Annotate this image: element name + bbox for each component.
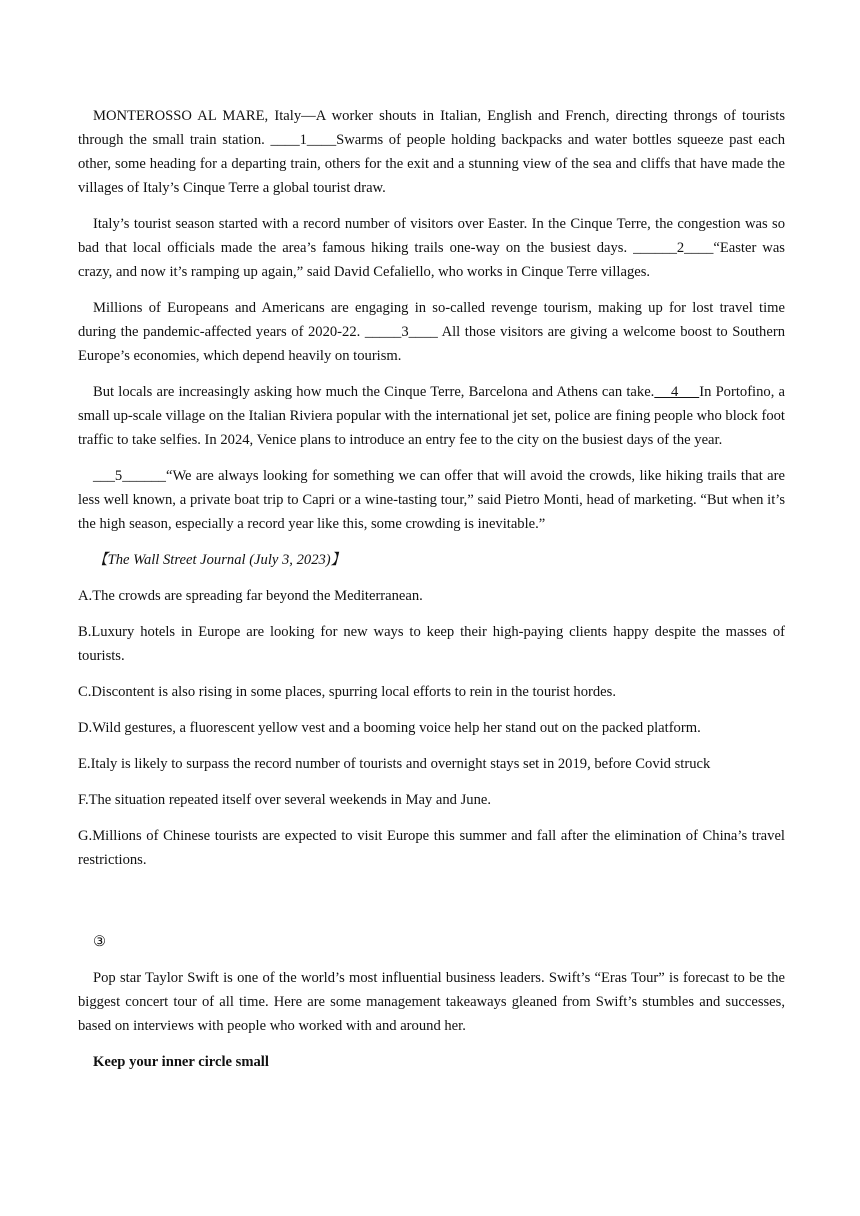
passage-paragraph-4 [78, 380, 785, 452]
option-g: G.Millions of Chinese tourists are expected to visit Europe this summer and fall after the elimination of China’s travel restrictions. [78, 828, 785, 868]
option-b: B.Luxury hotels in Europe are looking for new ways to keep their high-paying clients happy despite the masses of tourists. [78, 624, 785, 664]
option-f: F.The situation repeated itself over several weekends in May and June. [78, 792, 491, 808]
option-d: D.Wild gestures, a fluorescent yellow vest and a booming voice help her stand out on the packed platform. [78, 720, 701, 736]
section-3-heading: Keep your inner circle small [93, 1054, 269, 1070]
blank-4: 4 [654, 384, 700, 400]
passage-paragraph-5: ___5______“We are always looking for something we can offer that will avoid the crowds, like hiking trails that are less well known, a private boat trip to Capri or a wine-tasting tour,” said Pietro Monti, head of marketing. “But when it’s the high season, especially a record year like this, some crowding is inevitable.” [78, 468, 785, 532]
document-page [78, 104, 785, 1074]
section-3-intro: Pop star Taylor Swift is one of the world’s most influential business leaders. Swift’s “Eras Tour” is forecast to be the biggest concert tour of all time. Here are some management takeaways gleaned from Swift’s stumbles and successes, based on interviews with people who worked with and around her. [78, 970, 785, 1034]
source-citation: 【The Wall Street Journal (July 3, 2023)】 [93, 552, 346, 568]
option-a: A.The crowds are spreading far beyond the Mediterranean. [78, 588, 423, 604]
option-c: C.Discontent is also rising in some places, spurring local efforts to rein in the tourist hordes. [78, 684, 616, 700]
passage-paragraph-1: MONTEROSSO AL MARE, Italy—A worker shouts in Italian, English and French, directing throngs of tourists through the small train station. ____1____Swarms of people holding backpacks and water bottles squeeze past each other, some heading for a departing train, others for the exit and a stunning view of the sea and cliffs that have made the villages of Italy’s Cinque Terre a global tourist draw. [78, 108, 785, 196]
passage-paragraph-3: Millions of Europeans and Americans are engaging in so-called revenge tourism, making up for lost travel time during the pandemic-affected years of 2020-22. _____3____ All those visitors are giving a welcome boost to Southern Europe’s economies, which depend heavily on tourism. [78, 300, 785, 364]
passage-paragraph-2: Italy’s tourist season started with a record number of visitors over Easter. In the Cinque Terre, the congestion was so bad that local officials made the area’s famous hiking trails one-way on the busiest days. ______2____“Easter was crazy, and now it’s ramping up again,” said David Cefaliello, who works in Cinque Terre villages. [78, 216, 785, 280]
options-list [78, 584, 785, 872]
option-e: E.Italy is likely to surpass the record number of tourists and overnight stays set in 2019, before Covid struck [78, 756, 711, 772]
paragraph-4-text-after: In Portofino, a small up-scale village on the Italian Riviera popular with the international jet set, police are fining people who block foot traffic to take selfies. In 2024, Venice plans to introduce an entry fee to the city on the busiest days of the year. [78, 384, 786, 448]
section-number: ③ [93, 934, 107, 950]
paragraph-4-text-before: But locals are increasingly asking how much the Cinque Terre, Barcelona and Athens can take. [93, 384, 655, 400]
